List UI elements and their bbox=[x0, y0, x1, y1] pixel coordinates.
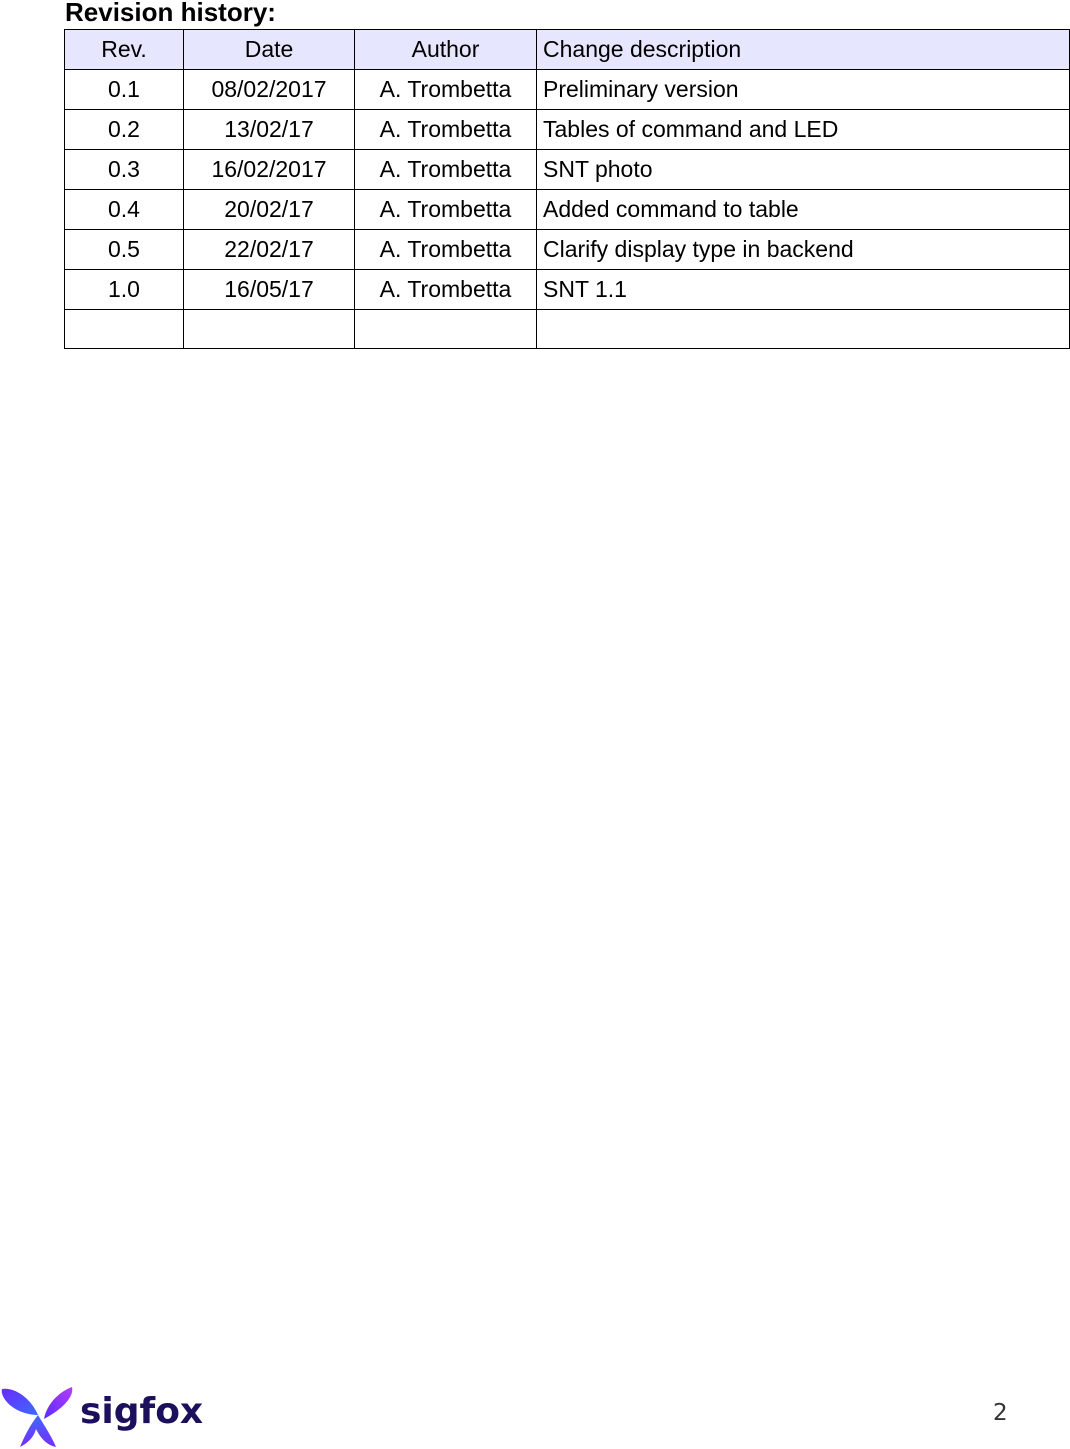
page-number: 2 bbox=[993, 1400, 1008, 1426]
table-header-row bbox=[65, 30, 1070, 70]
table-row bbox=[65, 110, 1070, 150]
cell-rev: 0.4 bbox=[65, 190, 184, 230]
cell-author: A. Trombetta bbox=[355, 70, 537, 110]
header-date: Date bbox=[184, 30, 355, 70]
cell-rev: 0.3 bbox=[65, 150, 184, 190]
section-title: Revision history: bbox=[65, 0, 276, 27]
cell-author: A. Trombetta bbox=[355, 230, 537, 270]
table-row bbox=[65, 70, 1070, 110]
cell-change-description: Preliminary version bbox=[537, 70, 1070, 110]
cell-date bbox=[184, 310, 355, 349]
table-row bbox=[65, 230, 1070, 270]
cell-change-description: SNT photo bbox=[537, 150, 1070, 190]
table-row bbox=[65, 190, 1070, 230]
cell-rev: 0.2 bbox=[65, 110, 184, 150]
table-row-empty bbox=[65, 310, 1070, 349]
cell-rev: 0.1 bbox=[65, 70, 184, 110]
cell-date: 20/02/17 bbox=[184, 190, 355, 230]
sigfox-logo-text: sigfox bbox=[80, 1391, 204, 1432]
header-rev: Rev. bbox=[65, 30, 184, 70]
header-change-description: Change description bbox=[537, 30, 1070, 70]
cell-change-description: Tables of command and LED bbox=[537, 110, 1070, 150]
cell-date: 13/02/17 bbox=[184, 110, 355, 150]
cell-date: 08/02/2017 bbox=[184, 70, 355, 110]
revision-history-table bbox=[64, 29, 1070, 349]
cell-date: 22/02/17 bbox=[184, 230, 355, 270]
cell-author: A. Trombetta bbox=[355, 190, 537, 230]
cell-change-description: Added command to table bbox=[537, 190, 1070, 230]
cell-date: 16/02/2017 bbox=[184, 150, 355, 190]
cell-change-description bbox=[537, 310, 1070, 349]
cell-rev bbox=[65, 310, 184, 349]
cell-rev: 1.0 bbox=[65, 270, 184, 310]
table-row bbox=[65, 150, 1070, 190]
cell-author bbox=[355, 310, 537, 349]
table-row bbox=[65, 270, 1070, 310]
cell-change-description: SNT 1.1 bbox=[537, 270, 1070, 310]
sigfox-logo bbox=[0, 1385, 204, 1449]
cell-author: A. Trombetta bbox=[355, 150, 537, 190]
cell-change-description: Clarify display type in backend bbox=[537, 230, 1070, 270]
cell-date: 16/05/17 bbox=[184, 270, 355, 310]
cell-rev: 0.5 bbox=[65, 230, 184, 270]
sigfox-butterfly-icon bbox=[0, 1385, 76, 1449]
cell-author: A. Trombetta bbox=[355, 110, 537, 150]
cell-author: A. Trombetta bbox=[355, 270, 537, 310]
header-author: Author bbox=[355, 30, 537, 70]
